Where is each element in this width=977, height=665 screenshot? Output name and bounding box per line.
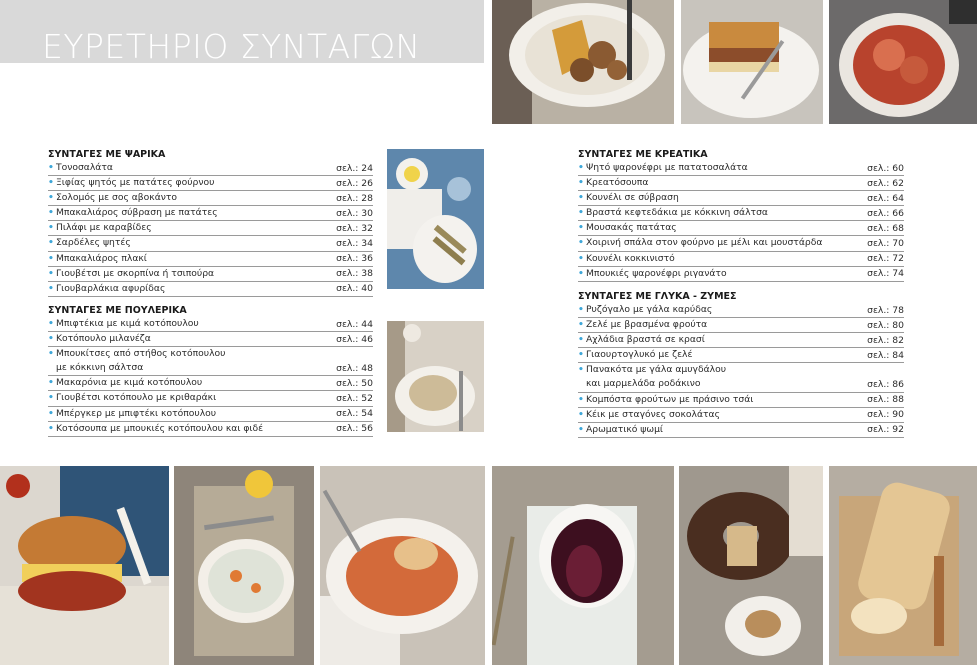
bullet-icon: • bbox=[48, 377, 54, 389]
recipe-row bbox=[578, 318, 904, 333]
recipe-page: σελ.: 50 bbox=[336, 377, 373, 389]
recipe-row bbox=[578, 393, 904, 408]
recipe-name: Γιαουρτογλυκό με ζελέ bbox=[586, 349, 693, 361]
bullet-icon: • bbox=[578, 252, 584, 264]
recipe-list-meat bbox=[578, 161, 904, 282]
recipe-page: σελ.: 82 bbox=[867, 334, 904, 346]
recipe-row bbox=[578, 423, 904, 438]
recipe-name: Μπέργκερ με μπιφτέκι κοτόπουλου bbox=[56, 407, 217, 419]
bullet-icon: • bbox=[578, 319, 584, 331]
recipe-row bbox=[578, 221, 904, 236]
bullet-icon: • bbox=[48, 333, 54, 345]
bullet-icon: • bbox=[578, 207, 584, 219]
recipe-page: σελ.: 80 bbox=[867, 319, 904, 331]
recipe-page: σελ.: 72 bbox=[867, 253, 904, 265]
recipe-list-fish bbox=[48, 161, 373, 297]
recipe-name: Κοτόσουπα με μπουκιές κοτόπουλου και φιδέ bbox=[56, 422, 264, 434]
recipe-page: σελ.: 30 bbox=[336, 207, 373, 219]
recipe-name: Κουνέλι κοκκινιστό bbox=[586, 252, 675, 264]
recipe-row bbox=[48, 347, 373, 376]
recipe-row bbox=[578, 363, 904, 392]
recipe-name: Ζελέ με βρασμένα φρούτα bbox=[586, 319, 708, 331]
bullet-icon: • bbox=[48, 192, 54, 204]
recipe-list-sweets bbox=[578, 303, 904, 438]
recipe-name: Κέικ με σταγόνες σοκολάτας bbox=[586, 408, 720, 420]
bullet-icon: • bbox=[48, 252, 54, 264]
recipe-name: Κοτόπουλο μιλανέζα bbox=[56, 333, 151, 345]
photo-pork-potatoes bbox=[492, 0, 674, 124]
recipe-page: σελ.: 86 bbox=[867, 379, 904, 391]
recipe-row bbox=[48, 332, 373, 347]
photo-moussaka bbox=[681, 0, 823, 124]
section-title-poultry: ΣΥΝΤΑΓΕΣ ΜΕ ΠΟΥΛΕΡΙΚΑ bbox=[48, 305, 187, 316]
page-title: ΕΥΡΕΤΗΡΙΟ ΣΥΝΤΑΓΩΝ bbox=[42, 27, 421, 66]
recipe-row bbox=[578, 333, 904, 348]
recipe-name: Μπακαλιάρος σύβραση με πατάτες bbox=[56, 207, 218, 219]
bullet-icon: • bbox=[48, 407, 54, 419]
recipe-row bbox=[48, 206, 373, 221]
recipe-page: σελ.: 28 bbox=[336, 192, 373, 204]
bullet-icon: • bbox=[578, 177, 584, 189]
bullet-icon: • bbox=[48, 267, 54, 279]
recipe-name: Ψητό ψαρονέφρι με πατατοσαλάτα bbox=[586, 162, 748, 173]
bullet-icon: • bbox=[578, 162, 584, 173]
recipe-name: Γιουβέτσι με σκορπίνα ή τσιπούρα bbox=[56, 267, 215, 279]
recipe-row bbox=[48, 161, 373, 176]
recipe-row bbox=[578, 206, 904, 221]
recipe-page: σελ.: 56 bbox=[336, 423, 373, 435]
recipe-page: σελ.: 70 bbox=[867, 238, 904, 250]
recipe-page: σελ.: 52 bbox=[336, 393, 373, 405]
bullet-icon: • bbox=[578, 393, 584, 405]
recipe-page: σελ.: 78 bbox=[867, 304, 904, 316]
bullet-icon: • bbox=[48, 348, 54, 360]
recipe-page: σελ.: 66 bbox=[867, 207, 904, 219]
recipe-page: σελ.: 62 bbox=[867, 177, 904, 189]
recipe-list-poultry bbox=[48, 317, 373, 437]
recipe-name: Μουσακάς πατάτας bbox=[586, 222, 677, 234]
bullet-icon: • bbox=[48, 162, 54, 173]
recipe-name: Μπακαλιάρος πλακί bbox=[56, 252, 147, 264]
bullet-icon: • bbox=[48, 207, 54, 219]
recipe-page: σελ.: 26 bbox=[336, 177, 373, 189]
recipe-name: Πανακότα με γάλα αμυγδάλου bbox=[586, 364, 727, 376]
photo-pears-wine bbox=[492, 466, 674, 665]
recipe-name: Τονοσαλάτα bbox=[56, 162, 113, 173]
recipe-row bbox=[578, 191, 904, 206]
recipe-page: σελ.: 84 bbox=[867, 349, 904, 361]
recipe-row bbox=[48, 422, 373, 437]
bullet-icon: • bbox=[48, 237, 54, 249]
recipe-row bbox=[48, 391, 373, 406]
recipe-page: σελ.: 64 bbox=[867, 192, 904, 204]
recipe-row bbox=[48, 191, 373, 206]
section-title-fish: ΣΥΝΤΑΓΕΣ ΜΕ ΨΑΡΙΚΑ bbox=[48, 149, 166, 160]
recipe-name-continued: και μαρμελάδα ροδάκινο bbox=[586, 378, 701, 390]
recipe-row bbox=[578, 348, 904, 363]
recipe-name: Μπουκίτσες από στήθος κοτόπουλου bbox=[56, 348, 226, 360]
recipe-page: σελ.: 54 bbox=[336, 408, 373, 420]
bullet-icon: • bbox=[578, 304, 584, 315]
recipe-row bbox=[48, 221, 373, 236]
recipe-page: σελ.: 34 bbox=[336, 238, 373, 250]
photo-rabbit-stew bbox=[829, 0, 977, 124]
recipe-name: Σαρδέλες ψητές bbox=[56, 237, 131, 249]
recipe-row bbox=[48, 317, 373, 332]
bullet-icon: • bbox=[48, 422, 54, 434]
photo-chicken-pasta bbox=[320, 466, 485, 665]
recipe-name-continued: με κόκκινη σάλτσα bbox=[56, 362, 144, 374]
recipe-name: Βραστά κεφτεδάκια με κόκκινη σάλτσα bbox=[586, 207, 768, 219]
recipe-name: Μπουκιές ψαρονέφρι ριγανάτο bbox=[586, 267, 727, 279]
bullet-icon: • bbox=[48, 222, 54, 234]
recipe-name: Αρωματικό ψωμί bbox=[586, 423, 664, 435]
bullet-icon: • bbox=[578, 334, 584, 346]
recipe-row bbox=[578, 408, 904, 423]
bullet-icon: • bbox=[48, 282, 54, 294]
recipe-name: Κρεατόσουπα bbox=[586, 177, 649, 189]
recipe-row bbox=[578, 252, 904, 267]
recipe-name: Μπιφτέκια με κιμά κοτόπουλου bbox=[56, 318, 199, 329]
bullet-icon: • bbox=[48, 177, 54, 189]
recipe-name: Γιουβαρλάκια αφυρίδας bbox=[56, 282, 166, 294]
section-title-meat: ΣΥΝΤΑΓΕΣ ΜΕ ΚΡΕΑΤΙΚΑ bbox=[578, 149, 708, 160]
recipe-name: Ρυζόγαλο με γάλα καρύδας bbox=[586, 304, 713, 315]
photo-sardines bbox=[387, 149, 484, 289]
recipe-page: σελ.: 92 bbox=[867, 424, 904, 436]
recipe-name: Ξιφίας ψητός με πατάτες φούρνου bbox=[56, 177, 215, 189]
bullet-icon: • bbox=[48, 318, 54, 329]
recipe-page: σελ.: 36 bbox=[336, 253, 373, 265]
recipe-name: Γιουβέτσι κοτόπουλο με κριθαράκι bbox=[56, 392, 217, 404]
photo-aromatic-bread bbox=[829, 466, 977, 665]
recipe-row bbox=[578, 303, 904, 318]
recipe-row bbox=[48, 236, 373, 251]
recipe-name: Αχλάδια βραστά σε κρασί bbox=[586, 334, 705, 346]
recipe-page: σελ.: 24 bbox=[336, 162, 373, 174]
title-bar bbox=[0, 0, 484, 66]
recipe-row bbox=[48, 252, 373, 267]
bullet-icon: • bbox=[578, 364, 584, 376]
recipe-name: Σολομός με σος αβοκάντο bbox=[56, 192, 178, 204]
bullet-icon: • bbox=[578, 222, 584, 234]
bullet-icon: • bbox=[48, 392, 54, 404]
recipe-page: σελ.: 38 bbox=[336, 268, 373, 280]
recipe-row bbox=[578, 236, 904, 251]
bullet-icon: • bbox=[578, 192, 584, 204]
recipe-row bbox=[578, 176, 904, 191]
recipe-page: σελ.: 40 bbox=[336, 283, 373, 295]
bullet-icon: • bbox=[578, 408, 584, 420]
recipe-page: σελ.: 90 bbox=[867, 409, 904, 421]
section-title-sweets: ΣΥΝΤΑΓΕΣ ΜΕ ΓΛΥΚΑ - ΖΥΜΕΣ bbox=[578, 291, 737, 302]
recipe-page: σελ.: 60 bbox=[867, 162, 904, 174]
recipe-name: Χοιρινή σπάλα στον φούρνο με μέλι και μουστάρδα bbox=[586, 237, 823, 249]
photo-chicken-soup bbox=[174, 466, 314, 665]
recipe-page: σελ.: 74 bbox=[867, 268, 904, 280]
recipe-page: σελ.: 44 bbox=[336, 318, 373, 330]
recipe-page: σελ.: 48 bbox=[336, 362, 373, 374]
bullet-icon: • bbox=[578, 349, 584, 361]
bullet-icon: • bbox=[578, 267, 584, 279]
recipe-row bbox=[578, 267, 904, 282]
recipe-name: Κουνέλι σε σύβραση bbox=[586, 192, 679, 204]
recipe-row bbox=[48, 407, 373, 422]
recipe-row bbox=[48, 176, 373, 191]
recipe-page: σελ.: 32 bbox=[336, 222, 373, 234]
recipe-row bbox=[578, 161, 904, 176]
bullet-icon: • bbox=[578, 423, 584, 435]
recipe-page: σελ.: 68 bbox=[867, 222, 904, 234]
recipe-row bbox=[48, 282, 373, 297]
photo-chicken-milanese bbox=[387, 321, 484, 432]
recipe-name: Πιλάφι με καραβίδες bbox=[56, 222, 152, 234]
recipe-name: Μακαρόνια με κιμά κοτόπουλου bbox=[56, 377, 203, 389]
recipe-page: σελ.: 46 bbox=[336, 333, 373, 345]
bullet-icon: • bbox=[578, 237, 584, 249]
recipe-name: Κομπόστα φρούτων με πράσινο τσάι bbox=[586, 393, 754, 405]
photo-burger bbox=[0, 466, 169, 665]
photo-chocolate-cake bbox=[679, 466, 823, 665]
recipe-row bbox=[48, 376, 373, 391]
recipe-row bbox=[48, 267, 373, 282]
recipe-page: σελ.: 88 bbox=[867, 394, 904, 406]
